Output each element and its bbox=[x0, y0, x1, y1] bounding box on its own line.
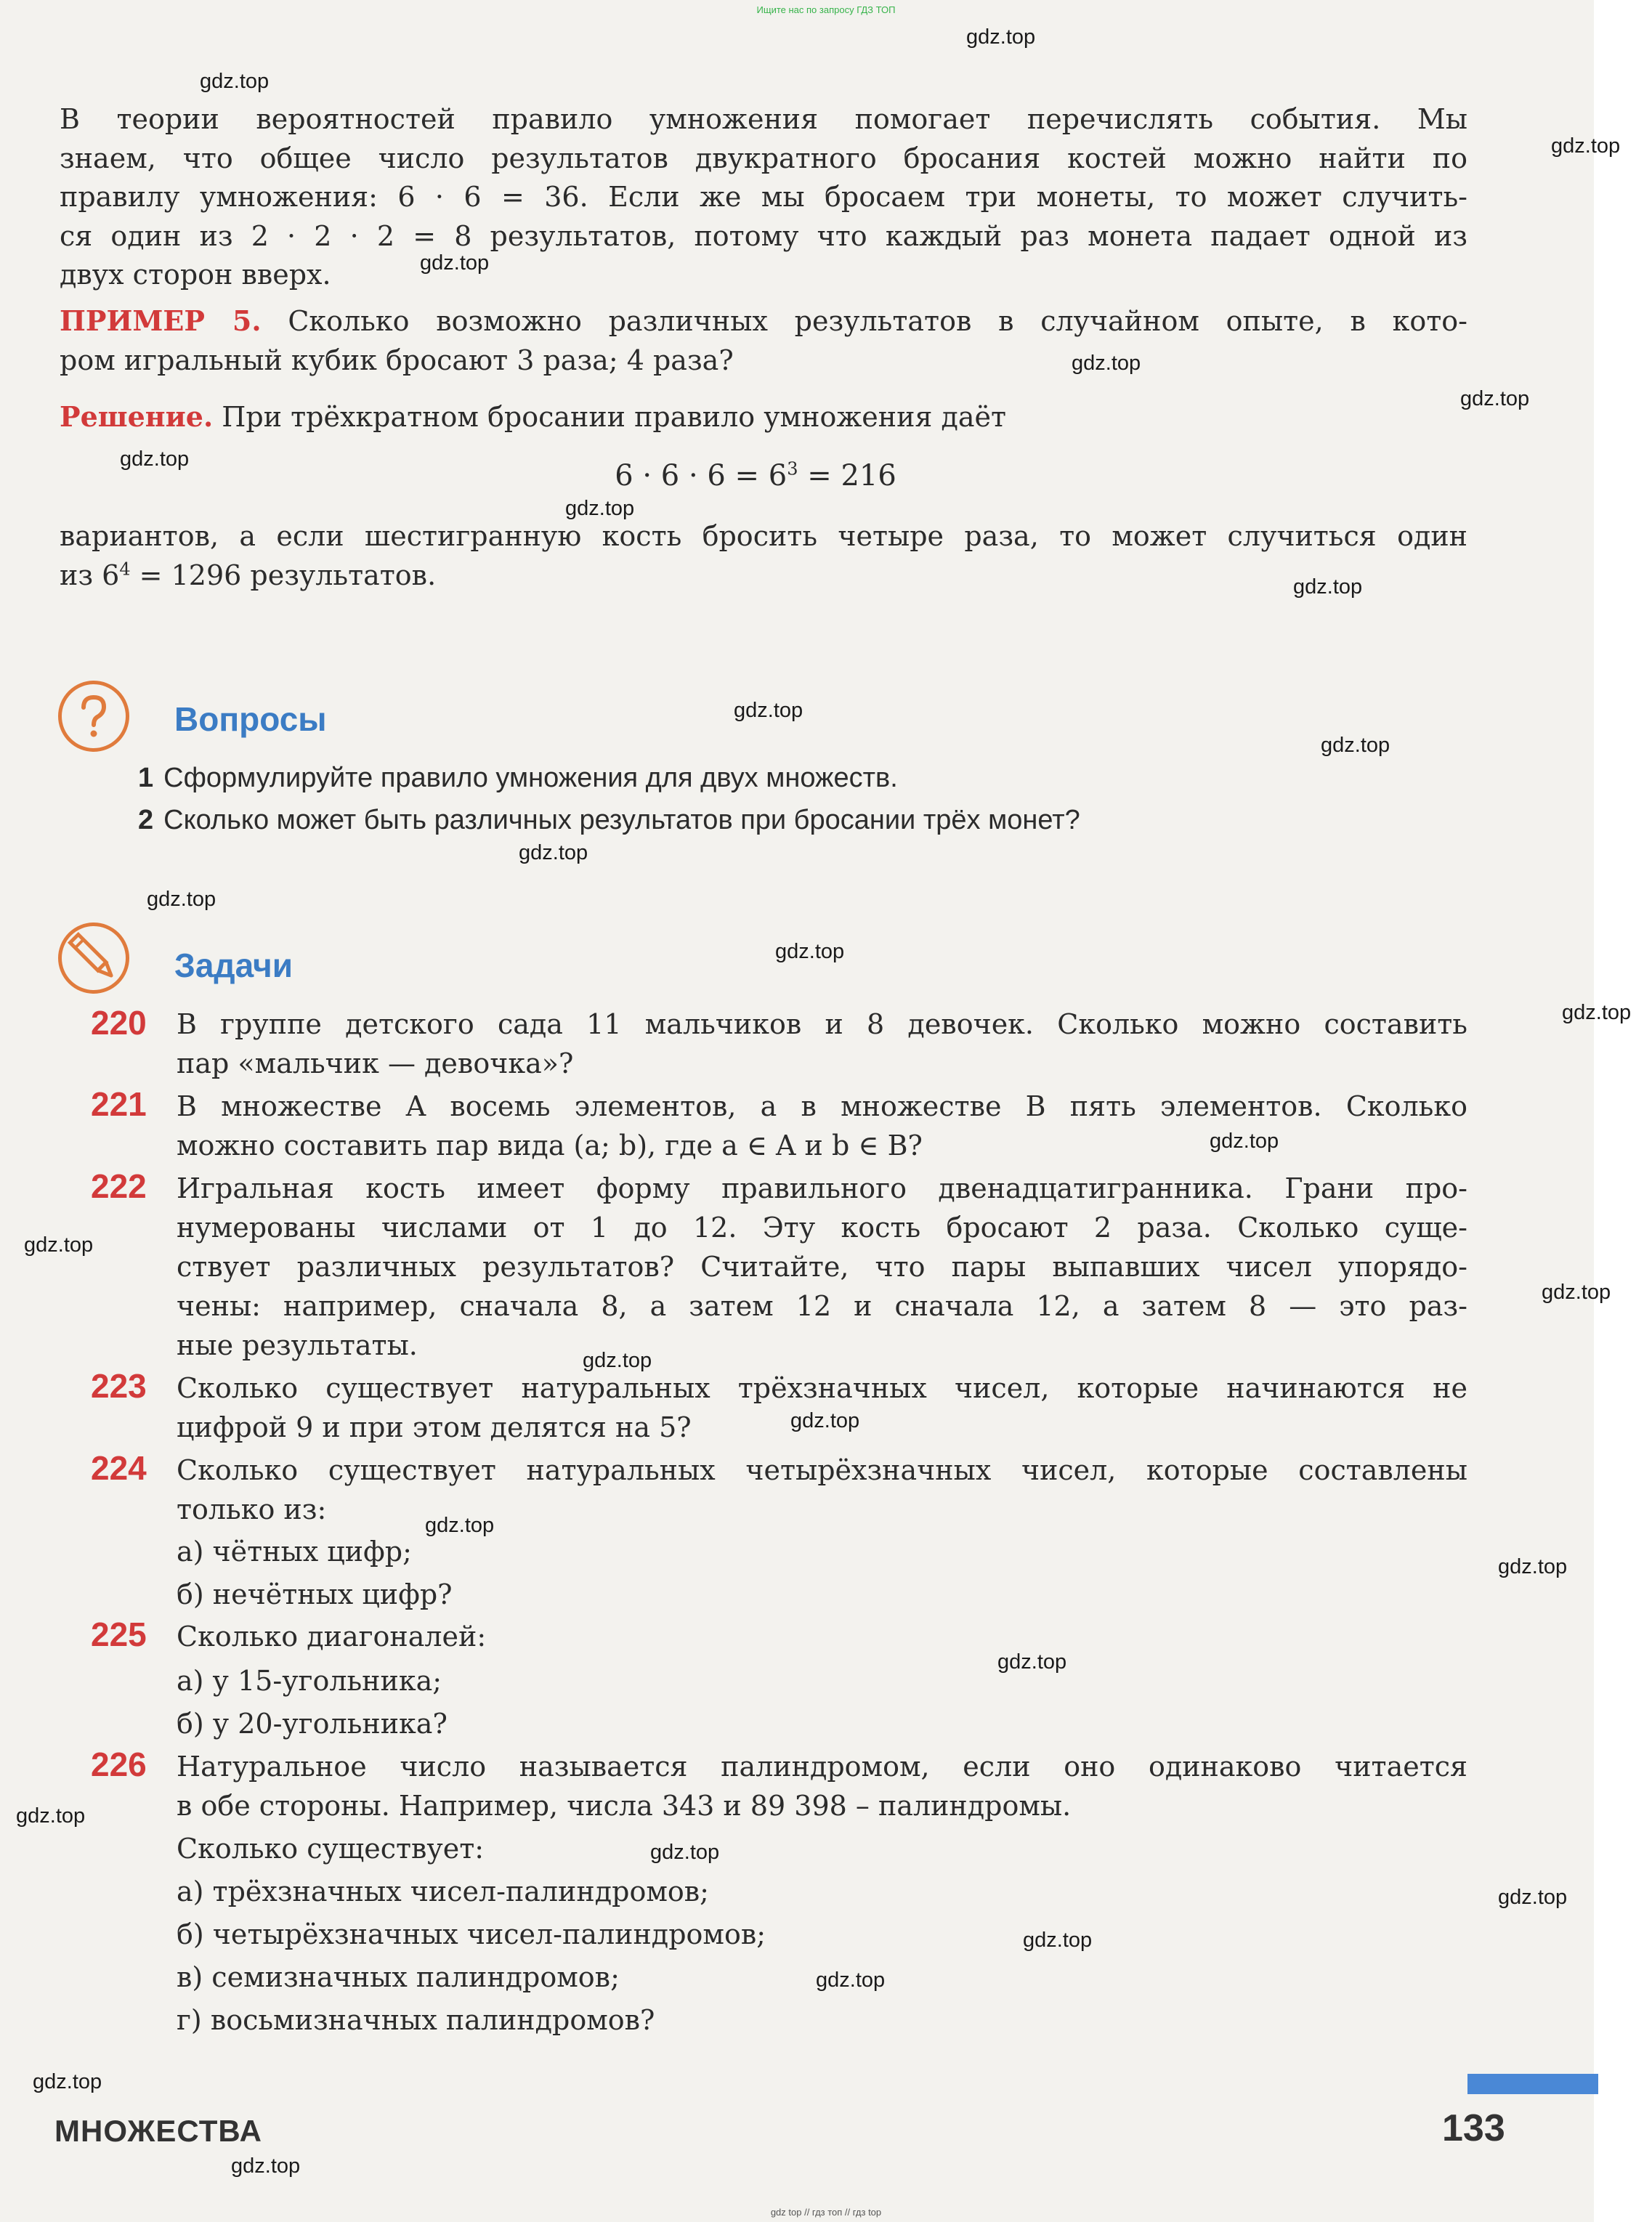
solution-block bbox=[60, 397, 1467, 437]
page-number: 133 bbox=[1442, 2107, 1505, 2149]
footer-accent-bar bbox=[1467, 2074, 1598, 2094]
watermark: gdz.top bbox=[1542, 1281, 1611, 1304]
page-edge bbox=[1594, 0, 1652, 2222]
watermark: gdz.top bbox=[147, 888, 216, 911]
solution-line bbox=[60, 556, 1467, 596]
task-text-line: цифрой 9 и при этом делятся на 5? bbox=[177, 1411, 692, 1443]
watermark: gdz.top bbox=[420, 251, 490, 275]
watermark: gdz.top bbox=[775, 940, 845, 963]
watermark: gdz.top bbox=[425, 1514, 495, 1537]
task-text-line: Сколько существует: bbox=[177, 1833, 485, 1865]
task-text-line: чены: например, сначала 8, а затем 12 и сначала 12, а затем 8 — это раз- bbox=[177, 1290, 1467, 1322]
task-text-line: б) у 20-угольника? bbox=[177, 1708, 448, 1740]
watermark: gdz.top bbox=[734, 699, 803, 722]
watermark: gdz.top bbox=[1210, 1130, 1279, 1153]
watermark: gdz.top bbox=[519, 841, 588, 864]
watermark: gdz.top bbox=[565, 497, 635, 520]
solution-text: = 1296 результатов. bbox=[130, 559, 437, 591]
task-text-line: В множестве A восемь элементов, а в множестве B пять элементов. Сколько bbox=[177, 1090, 1467, 1122]
watermark: gdz.top bbox=[1023, 1929, 1093, 1952]
formula bbox=[0, 459, 1511, 492]
solution-exponent: 4 bbox=[119, 558, 131, 579]
watermark: gdz.top bbox=[650, 1841, 720, 1864]
task-text-line: б) четырёхзначных чисел-палиндромов; bbox=[177, 1918, 766, 1950]
example-label: ПРИМЕР 5. bbox=[60, 304, 262, 337]
pencil-icon bbox=[58, 923, 129, 994]
task-text-line: г) восьмизначных палиндромов? bbox=[177, 2004, 655, 2036]
text-line: знаем, что общее число результатов двукратного бросания костей можно найти по bbox=[60, 142, 1467, 174]
task-text-line: б) нечётных цифр? bbox=[177, 1578, 453, 1610]
watermark: gdz.top bbox=[1551, 134, 1621, 158]
footer-chapter-title: МНОЖЕСТВА bbox=[54, 2114, 262, 2148]
task-text-line: Игральная кость имеет форму правильного двенадцатигранника. Грани про- bbox=[177, 1172, 1467, 1204]
task-text-line: нумерованы числами от 1 до 12. Эту кость бросают 2 раза. Сколько суще- bbox=[177, 1212, 1467, 1244]
question-number: 2 bbox=[138, 805, 154, 835]
watermark: gdz.top bbox=[24, 1233, 94, 1257]
task-text-line: а) у 15-угольника; bbox=[177, 1665, 442, 1697]
formula-exponent: 3 bbox=[787, 458, 798, 479]
solution-continuation bbox=[60, 517, 1467, 595]
task-text-line: в) семизначных палиндромов; bbox=[177, 1961, 620, 1993]
example-line: ром игральный кубик бросают 3 раза; 4 раза? bbox=[60, 344, 734, 376]
top-note: Ищите нас по запросу ГДЗ ТОП bbox=[756, 4, 896, 15]
watermark: gdz.top bbox=[1498, 1555, 1568, 1578]
question-item bbox=[138, 763, 898, 794]
solution-line: вариантов, а если шестигранную кость бросить четыре раза, то может случиться один bbox=[60, 520, 1467, 552]
watermark: gdz.top bbox=[231, 2154, 301, 2178]
task-number: 225 bbox=[91, 1615, 147, 1653]
watermark: gdz.top bbox=[816, 1968, 886, 1992]
task-text-line: ные результаты. bbox=[177, 1329, 418, 1361]
task-number: 224 bbox=[91, 1449, 147, 1487]
watermark: gdz.top bbox=[1460, 387, 1530, 410]
task-text-line: Сколько существует натуральных четырёхзначных чисел, которые составлены bbox=[177, 1454, 1467, 1486]
task-text-line: ствует различных результатов? Считайте, что пары выпавших чисел упорядо- bbox=[177, 1251, 1467, 1283]
question-text: Сколько может быть различных результатов при бросании трёх монет? bbox=[163, 805, 1080, 835]
example-block bbox=[60, 301, 1467, 380]
task-number: 220 bbox=[91, 1004, 147, 1042]
watermark: gdz.top bbox=[966, 25, 1036, 49]
task-text-line: в обе стороны. Например, числа 343 и 89 398 – палиндромы. bbox=[177, 1790, 1072, 1822]
task-text-line: только из: bbox=[177, 1493, 327, 1525]
text-line: двух сторон вверх. bbox=[60, 259, 331, 291]
task-text-line: можно составить пар вида (a; b), где a ∈ A и b ∈ B? bbox=[177, 1130, 923, 1161]
task-number: 222 bbox=[91, 1167, 147, 1205]
watermark: gdz.top bbox=[1498, 1886, 1568, 1909]
task-number: 223 bbox=[91, 1367, 147, 1405]
task-text-line: В группе детского сада 11 мальчиков и 8 девочек. Сколько можно составить bbox=[177, 1008, 1467, 1040]
watermark: gdz.top bbox=[1321, 734, 1390, 757]
solution-text: из 6 bbox=[60, 559, 120, 591]
question-text: Сформулируйте правило умножения для двух множеств. bbox=[163, 763, 898, 793]
watermark: gdz.top bbox=[200, 70, 270, 93]
text-line: В теории вероятностей правило умножения помогает перечислять события. Мы bbox=[60, 103, 1467, 135]
solution-label: Решение. bbox=[60, 400, 214, 433]
question-number: 1 bbox=[138, 763, 154, 793]
bottom-note: gdz top // гдз топ // гдз top bbox=[770, 2207, 882, 2218]
watermark: gdz.top bbox=[1072, 352, 1141, 375]
watermark: gdz.top bbox=[120, 447, 190, 471]
task-text-line: а) чётных цифр; bbox=[177, 1536, 412, 1568]
question-item bbox=[138, 805, 1080, 836]
formula-tail: = 216 bbox=[798, 459, 896, 492]
watermark: gdz.top bbox=[997, 1650, 1067, 1674]
task-text-line: Натуральное число называется палиндромом, если оно одинаково читается bbox=[177, 1751, 1467, 1783]
task-number: 221 bbox=[91, 1085, 147, 1123]
question-icon bbox=[58, 681, 129, 752]
watermark: gdz.top bbox=[16, 1804, 86, 1828]
solution-line bbox=[60, 397, 1467, 437]
solution-text: При трёхкратном бросании правило умножения даёт bbox=[222, 401, 1007, 433]
example-text: Сколько возможно различных результатов в случайном опыте, в кото- bbox=[288, 305, 1467, 337]
tasks-title: Задачи bbox=[174, 946, 293, 984]
text-line: ся один из 2 · 2 · 2 = 8 результатов, потому что каждый раз монета падает одной из bbox=[60, 219, 1467, 252]
formula-base: 6 · 6 · 6 = 6 bbox=[615, 459, 787, 492]
task-text-line: а) трёхзначных чисел-палиндромов; bbox=[177, 1876, 709, 1907]
watermark: gdz.top bbox=[1293, 575, 1363, 599]
task-text-line: Сколько диагоналей: bbox=[177, 1621, 487, 1653]
intro-paragraph bbox=[60, 100, 1467, 295]
questions-title: Вопросы bbox=[174, 700, 327, 738]
task-text-line: Сколько существует натуральных трёхзначных чисел, которые начинаются не bbox=[177, 1372, 1467, 1404]
watermark: gdz.top bbox=[583, 1349, 652, 1372]
watermark: gdz.top bbox=[33, 2070, 102, 2093]
example-line bbox=[60, 301, 1467, 341]
text-line: правилу умножения: 6 · 6 = 36. Если же мы бросаем три монеты, то может случить- bbox=[60, 181, 1467, 213]
task-text-line: пар «мальчик — девочка»? bbox=[177, 1047, 574, 1079]
watermark: gdz.top bbox=[790, 1409, 860, 1432]
task-number: 226 bbox=[91, 1745, 147, 1783]
watermark: gdz.top bbox=[1562, 1001, 1632, 1024]
